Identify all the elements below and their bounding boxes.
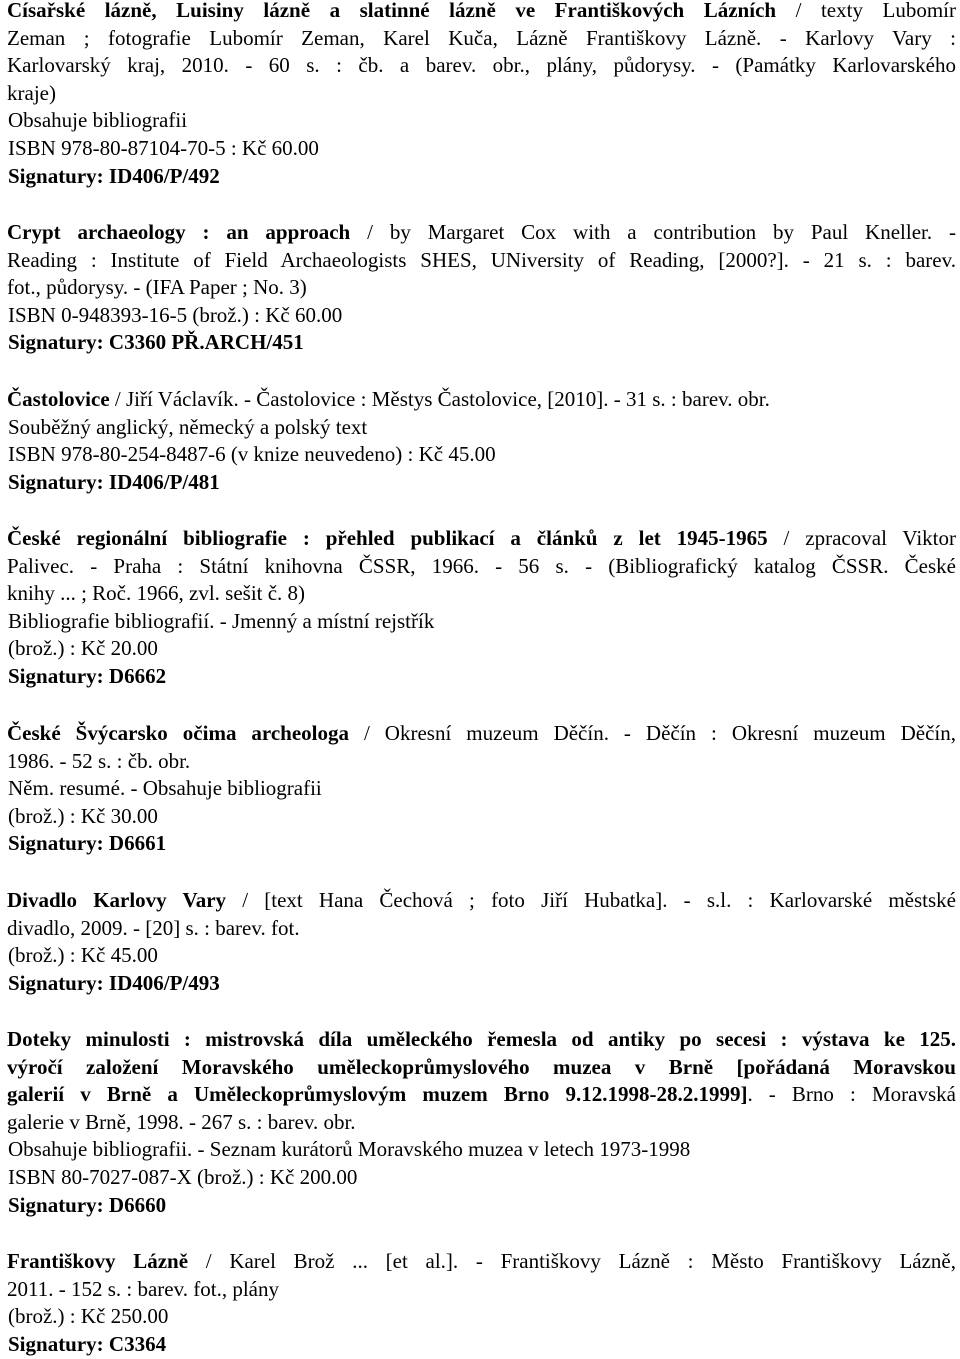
entry-line xyxy=(7,887,956,915)
catalog-entry xyxy=(7,1248,956,1358)
entry-line xyxy=(7,1248,956,1276)
catalog-entry xyxy=(7,386,956,496)
entry-signature: Signatury: ID406/P/481 xyxy=(8,469,220,494)
entry-text: / Okresní muzeum Děčín. - Děčín : Okresní muzeum Děčín, xyxy=(349,721,956,745)
entry-text: Palivec. - Praha : Státní knihovna ČSSR, 1966. - 56 s. - (Bibliografický katalog ČSSR. České xyxy=(7,553,956,578)
entry-text: 2011. - 152 s. : barev. fot., plány xyxy=(7,1276,279,1301)
entry-note: ISBN 0-948393-16-5 (brož.) : Kč 60.00 xyxy=(8,302,343,327)
entry-text: / zpracoval Viktor xyxy=(767,526,956,550)
entry-text: knihy ... ; Roč. 1966, zvl. sešit č. 8) xyxy=(7,581,306,606)
entry-text: / Jiří Václavík. - Častolovice : Městys Častolovice, [2010]. - 31 s. : barev. obr. xyxy=(109,387,770,411)
entry-text: 1986. - 52 s. : čb. obr. xyxy=(7,748,191,773)
entry-title: Císařské lázně, Luisiny lázně a slatinné lázně ve Františkových Lázních xyxy=(7,0,777,22)
entry-note: Něm. resumé. - Obsahuje bibliografii xyxy=(8,776,322,801)
entry-line xyxy=(7,80,956,108)
entry-signature: Signatury: D6660 xyxy=(8,1192,167,1217)
catalog-entry xyxy=(7,525,956,691)
entry-line xyxy=(7,580,956,608)
entry-line xyxy=(7,748,956,776)
entry-note: ISBN 80-7027-087-X (brož.) : Kč 200.00 xyxy=(8,1164,358,1189)
entry-line xyxy=(7,25,956,53)
catalog-entry xyxy=(7,720,956,858)
entry-line xyxy=(7,274,956,302)
entry-signature: Signatury: ID406/P/492 xyxy=(8,163,220,188)
catalog-entry xyxy=(7,887,956,997)
entry-line xyxy=(7,1276,956,1304)
entry-title: Františkovy Lázně xyxy=(7,1249,189,1273)
entry-title: Častolovice xyxy=(7,387,110,411)
entry-note: (brož.) : Kč 45.00 xyxy=(8,943,158,968)
entry-line xyxy=(7,1081,956,1109)
entry-text: / Karel Brož ... [et al.]. - Františkovy Lázně : Město Františkovy Lázně, xyxy=(188,1249,956,1273)
catalog-entry xyxy=(7,1026,956,1219)
entry-text: / texty Lubomír xyxy=(776,0,956,22)
entry-title: České Švýcarsko očima archeologa xyxy=(7,721,350,745)
entry-line xyxy=(7,247,956,275)
entry-line xyxy=(7,1054,956,1082)
entry-title: Doteky minulosti : mistrovská díla uměleckého řemesla od antiky po secesi : výstava ke 125. xyxy=(7,1027,956,1051)
entry-note: (brož.) : Kč 30.00 xyxy=(8,803,158,828)
entry-signature: Signatury: ID406/P/493 xyxy=(8,970,220,995)
entry-note: ISBN 978-80-87104-70-5 : Kč 60.00 xyxy=(8,135,319,160)
entry-title: galerií v Brně a Uměleckoprůmyslovým muzem Brno 9.12.1998-28.2.1999] xyxy=(7,1082,748,1107)
entry-line xyxy=(7,720,956,748)
entry-text: fot., půdorysy. - (IFA Paper ; No. 3) xyxy=(7,275,307,300)
catalog-entry xyxy=(7,0,956,190)
entry-signature: Signatury: D6661 xyxy=(8,831,167,856)
entry-line xyxy=(7,386,956,414)
entry-line xyxy=(7,915,956,943)
entry-text: kraje) xyxy=(7,80,56,105)
entry-note: (brož.) : Kč 20.00 xyxy=(8,636,158,661)
entry-line xyxy=(7,1109,956,1137)
entry-line xyxy=(7,525,956,553)
entry-signature: Signatury: C3364 xyxy=(8,1331,167,1356)
entry-title: Crypt archaeology : an approach xyxy=(7,220,351,244)
entry-signature: Signatury: C3360 PŘ.ARCH/451 xyxy=(8,330,304,355)
entry-note: ISBN 978-80-254-8487-6 (v knize neuvedeno) : Kč 45.00 xyxy=(8,442,496,467)
entry-note: Obsahuje bibliografii xyxy=(8,108,188,133)
entry-note: Souběžný anglický, německý a polský text xyxy=(8,414,368,439)
entry-line xyxy=(7,52,956,80)
entry-note: Bibliografie bibliografií. - Jmenný a místní rejstřík xyxy=(8,608,435,633)
entry-line xyxy=(7,219,956,247)
entry-note: Obsahuje bibliografii. - Seznam kurátorů Moravského muzea v letech 1973-1998 xyxy=(8,1137,691,1162)
entry-signature: Signatury: D6662 xyxy=(8,663,167,688)
entry-line xyxy=(7,1026,956,1054)
entry-line xyxy=(7,0,956,25)
entry-note: (brož.) : Kč 250.00 xyxy=(8,1304,169,1329)
entry-text: Karlovarský kraj, 2010. - 60 s. : čb. a barev. obr., plány, půdorysy. - (Památky Karlovarského xyxy=(7,53,956,78)
entry-line xyxy=(7,553,956,581)
entry-text: / [text Hana Čechová ; foto Jiří Hubatka]. - s.l. : Karlovarské městské xyxy=(226,888,956,912)
entry-text: Reading : Institute of Field Archaeologists SHES, UNiversity of Reading, [2000?]. - 21 s. : barev. xyxy=(7,247,956,272)
entry-title: České regionální bibliografie : přehled publikací a článků z let 1945-1965 xyxy=(7,526,768,550)
entry-text: galerie v Brně, 1998. - 267 s. : barev. obr. xyxy=(7,1109,356,1134)
entry-text: / by Margaret Cox with a contribution by Paul Kneller. - xyxy=(350,220,956,244)
entry-title: Divadlo Karlovy Vary xyxy=(7,888,227,912)
entry-text: . - Brno : Moravská xyxy=(747,1082,956,1107)
catalog-entry xyxy=(7,219,956,357)
entry-text: divadlo, 2009. - [20] s. : barev. fot. xyxy=(7,915,300,940)
entry-title: výročí založení Moravského uměleckoprůmyslového muzea v Brně [pořádaná Moravskou xyxy=(7,1054,956,1079)
entry-text: Zeman ; fotografie Lubomír Zeman, Karel Kuča, Lázně Františkovy Lázně. - Karlovy Vary : xyxy=(7,25,956,50)
